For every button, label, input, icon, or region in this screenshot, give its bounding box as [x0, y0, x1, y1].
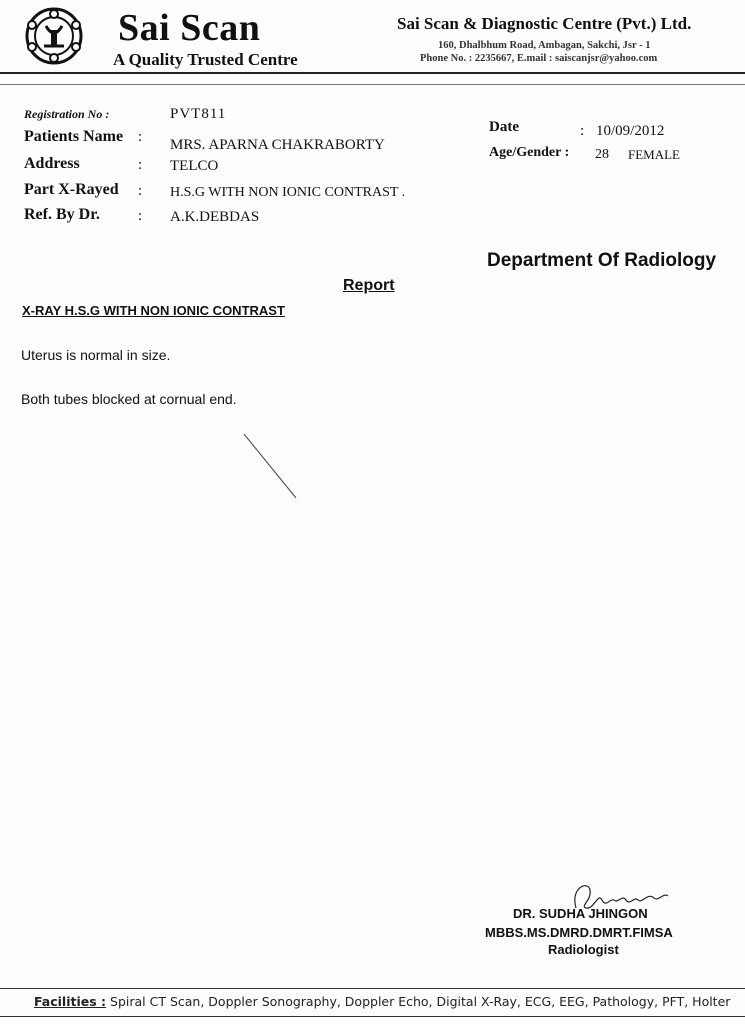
part-xrayed-value: H.S.G WITH NON IONIC CONTRAST . — [170, 185, 406, 200]
company-name: Sai Scan & Diagnostic Centre (Pvt.) Ltd. — [397, 14, 692, 33]
department-title: Department Of Radiology — [487, 250, 717, 271]
finding-line: Both tubes blocked at cornual end. — [21, 391, 237, 407]
finding-line: Uterus is normal in size. — [21, 347, 171, 363]
referred-by-label: Ref. By Dr. — [24, 206, 100, 223]
company-contact: Phone No. : 2235667, E.mail : saiscanjsr@yahoo.com — [420, 53, 658, 64]
brand-tagline: A Quality Trusted Centre — [113, 50, 298, 69]
referred-by-value: A.K.DEBDAS — [170, 209, 260, 225]
date-label: Date — [489, 119, 519, 135]
brand-name: Sai Scan — [118, 7, 261, 49]
facilities-label: Facilities : — [34, 994, 107, 1009]
age-gender-label: Age/Gender : — [489, 145, 570, 160]
facilities-text: Spiral CT Scan, Doppler Sonography, Doppler Echo, Digital X-Ray, ECG, EEG, Pathology, PFT, Holter — [110, 994, 731, 1009]
colon: : — [580, 123, 585, 139]
doctor-designation: Radiologist — [548, 942, 619, 957]
company-address: 160, Dhalbhum Road, Ambagan, Sakchi, Jsr - 1 — [438, 40, 651, 51]
facilities-line — [34, 994, 730, 1009]
registration-value: PVT811 — [170, 106, 227, 122]
address-value: TELCO — [170, 158, 219, 174]
colon: : — [138, 183, 143, 199]
footer-divider — [0, 988, 745, 989]
report-heading: Report — [343, 277, 395, 294]
address-label: Address — [24, 155, 80, 172]
header-divider — [0, 72, 745, 74]
clinic-logo-icon — [20, 6, 88, 66]
report-subheading: X-RAY H.S.G WITH NON IONIC CONTRAST — [22, 303, 285, 318]
part-xrayed-label: Part X-Rayed — [24, 181, 119, 198]
patient-name-value: MRS. APARNA CHAKRABORTY — [170, 137, 385, 153]
gender-value: FEMALE — [628, 147, 680, 162]
registration-label: Registration No : — [24, 107, 110, 121]
header-divider-thin — [0, 84, 745, 85]
doctor-name: DR. SUDHA JHINGON — [513, 906, 648, 921]
doctor-qualifications: MBBS.MS.DMRD.DMRT.FIMSA — [485, 925, 673, 940]
colon: : — [138, 208, 143, 224]
patient-name-label: Patients Name — [24, 128, 124, 145]
age-value: 28 — [595, 147, 609, 162]
pen-mark-icon — [240, 428, 300, 503]
footer-divider-bottom — [0, 1016, 745, 1017]
date-value: 10/09/2012 — [596, 123, 665, 139]
colon: : — [138, 157, 143, 173]
colon: : — [138, 129, 143, 145]
